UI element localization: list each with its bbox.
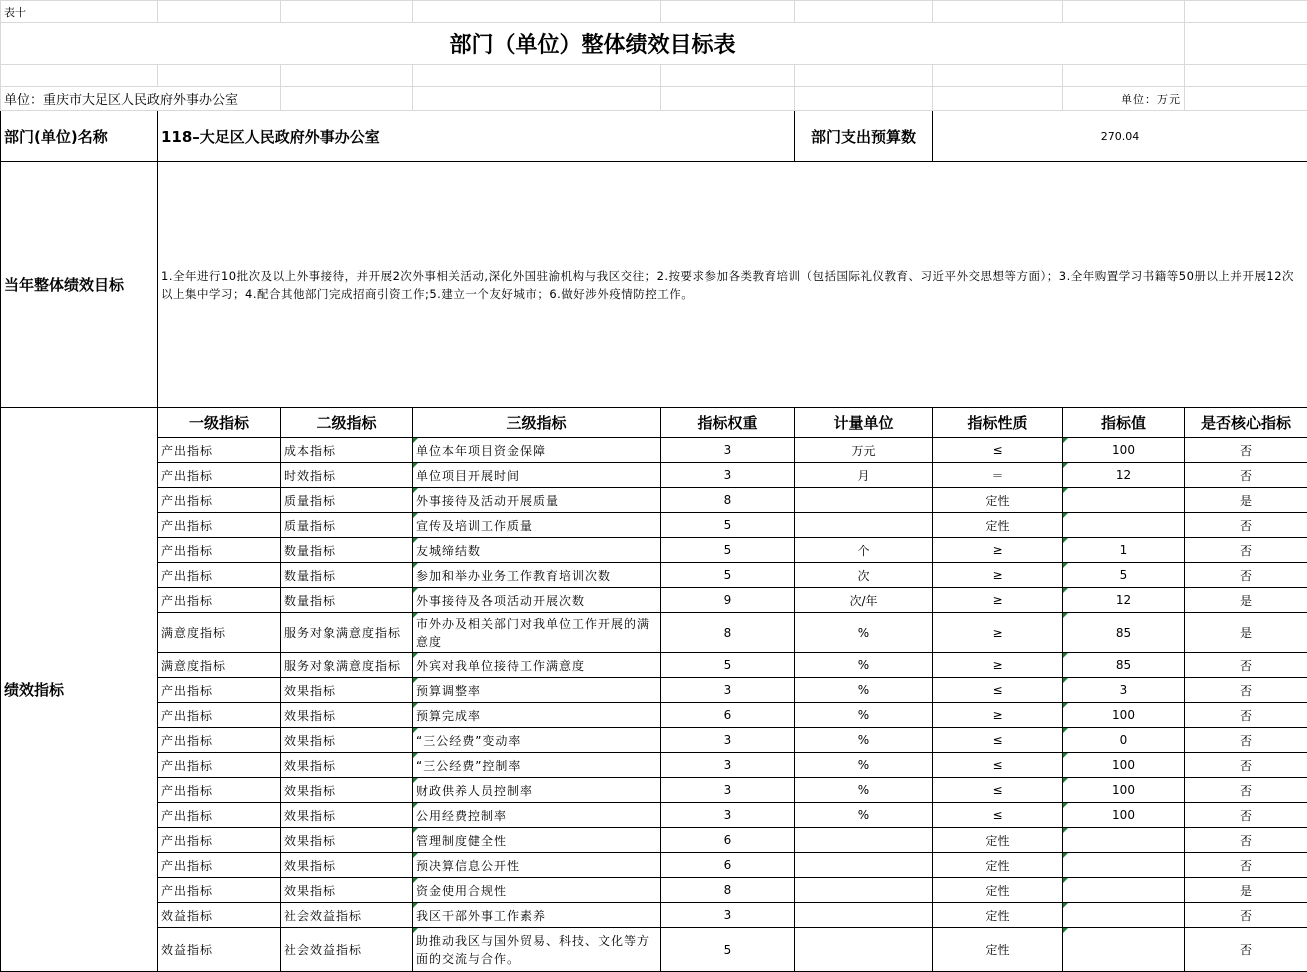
core-cell: 否 [1185,753,1307,778]
level2-cell: 效果指标 [281,828,413,853]
table-row [1,928,1307,972]
table-row [1,538,1307,563]
level2-cell: 效果指标 [281,703,413,728]
column-header: 指标值 [1063,408,1185,438]
value-cell: 85 [1063,653,1185,678]
unit-cell [795,853,933,878]
unit-cell: % [795,678,933,703]
level3-cell: 参加和举办业务工作教育培训次数 [413,563,661,588]
level2-cell: 服务对象满意度指标 [281,613,413,653]
weight-cell: 5 [661,513,795,538]
unit-cell [795,828,933,853]
weight-cell: 6 [661,828,795,853]
level3-cell: 市外办及相关部门对我单位工作开展的满意度 [413,613,661,653]
value-cell: 85 [1063,613,1185,653]
column-header: 三级指标 [413,408,661,438]
level1-cell: 产出指标 [158,438,281,463]
unit-cell: 万元 [795,438,933,463]
weight-cell: 8 [661,488,795,513]
value-cell: 12 [1063,588,1185,613]
core-cell: 否 [1185,803,1307,828]
level1-cell: 产出指标 [158,538,281,563]
level3-cell: “三公经费”控制率 [413,753,661,778]
unit-cell [795,928,933,972]
nature-cell: ≤ [933,728,1063,753]
core-cell: 否 [1185,928,1307,972]
core-cell: 否 [1185,853,1307,878]
nature-cell: ≥ [933,538,1063,563]
table-row [1,563,1307,588]
table-row [1,778,1307,803]
core-cell: 否 [1185,463,1307,488]
level1-cell: 产出指标 [158,563,281,588]
column-header: 计量单位 [795,408,933,438]
table-row [1,853,1307,878]
level1-cell: 效益指标 [158,903,281,928]
level3-cell: 外事接待及各项活动开展次数 [413,588,661,613]
weight-cell: 5 [661,928,795,972]
level1-cell: 产出指标 [158,463,281,488]
level1-cell: 产出指标 [158,878,281,903]
currency-unit-label: 单位：万元 [1063,87,1185,111]
level2-cell: 效果指标 [281,803,413,828]
core-cell: 否 [1185,653,1307,678]
level1-cell: 产出指标 [158,703,281,728]
level3-cell: 外宾对我单位接待工作满意度 [413,653,661,678]
nature-cell: 定性 [933,853,1063,878]
table-row [1,728,1307,753]
nature-cell: 定性 [933,488,1063,513]
table-number: 表十 [1,1,158,23]
unit-cell: 个 [795,538,933,563]
weight-cell: 3 [661,678,795,703]
table-row [1,613,1307,653]
unit-cell: 次/年 [795,588,933,613]
core-cell: 是 [1185,878,1307,903]
level1-cell: 产出指标 [158,488,281,513]
value-cell: 1 [1063,538,1185,563]
level1-cell: 产出指标 [158,753,281,778]
nature-cell: ≤ [933,803,1063,828]
value-cell [1063,828,1185,853]
weight-cell: 8 [661,878,795,903]
unit-cell [795,513,933,538]
level1-cell: 产出指标 [158,588,281,613]
unit-cell: % [795,753,933,778]
nature-cell: ≥ [933,703,1063,728]
level3-cell: 预决算信息公开性 [413,853,661,878]
annual-goal-label: 当年整体绩效目标 [1,162,158,408]
budget-label: 部门支出预算数 [795,111,933,162]
core-cell: 是 [1185,613,1307,653]
nature-cell: 定性 [933,513,1063,538]
level2-cell: 效果指标 [281,678,413,703]
nature-cell: ≤ [933,438,1063,463]
value-cell: 100 [1063,778,1185,803]
level2-cell: 时效指标 [281,463,413,488]
value-cell [1063,903,1185,928]
core-cell: 是 [1185,588,1307,613]
budget-value: 270.04 [933,111,1307,162]
core-cell: 否 [1185,778,1307,803]
weight-cell: 3 [661,438,795,463]
nature-cell: ≥ [933,653,1063,678]
level1-cell: 产出指标 [158,778,281,803]
nature-cell: 定性 [933,903,1063,928]
table-row [1,903,1307,928]
level3-cell: 预算完成率 [413,703,661,728]
level2-cell: 效果指标 [281,753,413,778]
column-header: 是否核心指标 [1185,408,1307,438]
nature-cell: 定性 [933,828,1063,853]
level2-cell: 成本指标 [281,438,413,463]
level2-cell: 效果指标 [281,778,413,803]
weight-cell: 3 [661,903,795,928]
value-cell: 12 [1063,463,1185,488]
page-title: 部门（单位）整体绩效目标表 [1,23,1185,65]
value-cell [1063,853,1185,878]
weight-cell: 3 [661,778,795,803]
table-row [1,513,1307,538]
value-cell: 100 [1063,703,1185,728]
weight-cell: 3 [661,753,795,778]
unit-cell [795,878,933,903]
dept-name-value: 118–大足区人民政府外事办公室 [158,111,795,162]
unit-cell [795,488,933,513]
level3-cell: 助推动我区与国外贸易、科技、文化等方面的交流与合作。 [413,928,661,972]
unit-cell: % [795,803,933,828]
unit-cell [795,903,933,928]
table-row [1,678,1307,703]
column-header: 二级指标 [281,408,413,438]
nature-cell: ≤ [933,753,1063,778]
unit-label: 单位：重庆市大足区人民政府外事办公室 [1,87,281,111]
column-header: 指标权重 [661,408,795,438]
level3-cell: 外事接待及活动开展质量 [413,488,661,513]
nature-cell: ≤ [933,678,1063,703]
level3-cell: 单位项目开展时间 [413,463,661,488]
table-row [1,753,1307,778]
value-cell: 5 [1063,563,1185,588]
level3-cell: “三公经费”变动率 [413,728,661,753]
value-cell: 0 [1063,728,1185,753]
nature-cell: ＝ [933,463,1063,488]
core-cell: 否 [1185,513,1307,538]
weight-cell: 8 [661,613,795,653]
weight-cell: 5 [661,563,795,588]
table-row [1,463,1307,488]
value-cell [1063,878,1185,903]
table-row [1,438,1307,463]
level2-cell: 社会效益指标 [281,903,413,928]
level2-cell: 服务对象满意度指标 [281,653,413,678]
table-row [1,588,1307,613]
weight-cell: 3 [661,728,795,753]
nature-cell: ≥ [933,588,1063,613]
level3-cell: 单位本年项目资金保障 [413,438,661,463]
core-cell: 否 [1185,903,1307,928]
nature-cell: ≤ [933,778,1063,803]
level2-cell: 效果指标 [281,878,413,903]
weight-cell: 6 [661,703,795,728]
level3-cell: 预算调整率 [413,678,661,703]
core-cell: 否 [1185,563,1307,588]
value-cell: 100 [1063,753,1185,778]
core-cell: 否 [1185,538,1307,563]
unit-cell: % [795,728,933,753]
unit-cell: % [795,778,933,803]
table-row [1,828,1307,853]
annual-goal-text: 1.全年进行10批次及以上外事接待，并开展2次外事相关活动,深化外国驻渝机构与我区交往；2.按要求参加各类教育培训（包括国际礼仪教育、习近平外交思想等方面）；3.全年购置学习书籍等50册以上并开展12次以上集中学习；4.配合其他部门完成招商引资工作;5.建立一个友好城市；6.做好涉外疫情防控工作。 [158,162,1307,408]
unit-cell: % [795,653,933,678]
weight-cell: 5 [661,538,795,563]
level1-cell: 产出指标 [158,828,281,853]
level3-cell: 友城缔结数 [413,538,661,563]
core-cell: 否 [1185,703,1307,728]
weight-cell: 3 [661,463,795,488]
level1-cell: 满意度指标 [158,613,281,653]
level2-cell: 数量指标 [281,588,413,613]
value-cell: 100 [1063,803,1185,828]
level1-cell: 满意度指标 [158,653,281,678]
column-header: 一级指标 [158,408,281,438]
dept-name-label: 部门(单位)名称 [1,111,158,162]
unit-cell: 月 [795,463,933,488]
level3-cell: 公用经费控制率 [413,803,661,828]
weight-cell: 5 [661,653,795,678]
level2-cell: 数量指标 [281,538,413,563]
table-row [1,703,1307,728]
level2-cell: 效果指标 [281,853,413,878]
level3-cell: 管理制度健全性 [413,828,661,853]
level1-cell: 产出指标 [158,728,281,753]
level3-cell: 宣传及培训工作质量 [413,513,661,538]
table-row [1,803,1307,828]
weight-cell: 3 [661,803,795,828]
level2-cell: 社会效益指标 [281,928,413,972]
core-cell: 否 [1185,438,1307,463]
level1-cell: 产出指标 [158,853,281,878]
unit-cell: % [795,703,933,728]
core-cell: 否 [1185,828,1307,853]
level1-cell: 产出指标 [158,513,281,538]
value-cell [1063,928,1185,972]
value-cell [1063,513,1185,538]
level1-cell: 产出指标 [158,803,281,828]
nature-cell: ≥ [933,613,1063,653]
weight-cell: 6 [661,853,795,878]
level3-cell: 我区干部外事工作素养 [413,903,661,928]
core-cell: 否 [1185,678,1307,703]
value-cell [1063,488,1185,513]
level2-cell: 质量指标 [281,488,413,513]
level2-cell: 效果指标 [281,728,413,753]
core-cell: 否 [1185,728,1307,753]
level2-cell: 数量指标 [281,563,413,588]
nature-cell: 定性 [933,928,1063,972]
value-cell: 100 [1063,438,1185,463]
level1-cell: 效益指标 [158,928,281,972]
level3-cell: 资金使用合规性 [413,878,661,903]
value-cell: 3 [1063,678,1185,703]
unit-cell: % [795,613,933,653]
core-cell: 是 [1185,488,1307,513]
level3-cell: 财政供养人员控制率 [413,778,661,803]
table-row [1,878,1307,903]
table-row [1,653,1307,678]
nature-cell: ≥ [933,563,1063,588]
performance-indicators-label: 绩效指标 [1,408,158,972]
weight-cell: 9 [661,588,795,613]
nature-cell: 定性 [933,878,1063,903]
table-row [1,488,1307,513]
level1-cell: 产出指标 [158,678,281,703]
level2-cell: 质量指标 [281,513,413,538]
column-header: 指标性质 [933,408,1063,438]
unit-cell: 次 [795,563,933,588]
